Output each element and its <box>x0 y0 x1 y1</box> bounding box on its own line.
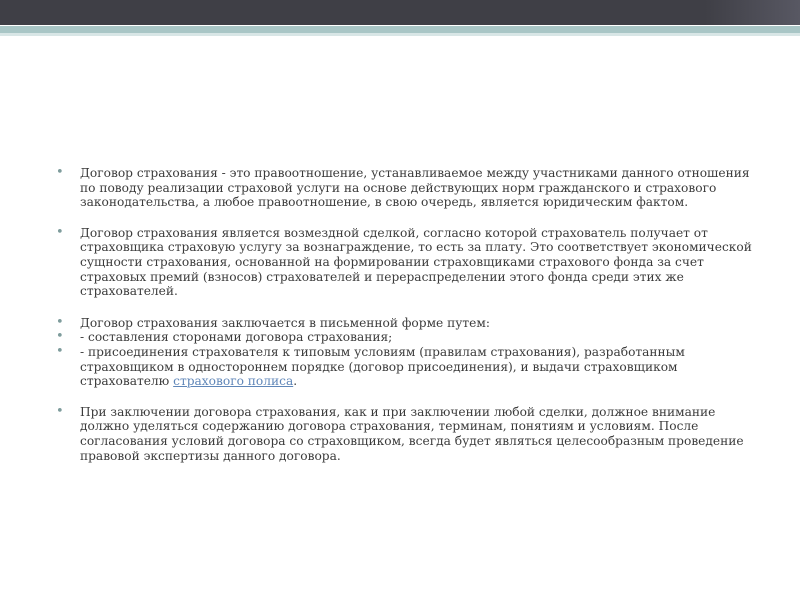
top-header-band <box>0 0 800 25</box>
bullet-icon: • <box>56 314 64 330</box>
bullet-icon: • <box>56 403 64 419</box>
insurance-policy-link[interactable]: страхового полиса <box>173 374 294 389</box>
paragraph-conclusion <box>56 405 756 463</box>
bullet-icon: • <box>56 224 64 240</box>
paragraph-drafting <box>56 330 756 345</box>
paragraph-compensation <box>56 226 756 299</box>
paragraph-written-form <box>56 316 756 331</box>
paragraph-text: - составления сторонами договора страхования; <box>80 330 393 345</box>
paragraph-text: Договор страхования - это правоотношение, устанавливаемое между участниками данного отношения по поводу реализации страховой услуги на основе действующих норм гражданского и страхового законодательства, а любое правоотношение, в свою очередь, является юридическим фактом. <box>80 166 750 210</box>
bullet-icon: • <box>56 343 64 359</box>
paragraph-text: При заключении договора страхования, как и при заключении любой сделки, должное внимание должно уделяться содержанию договора страхования, терминам, понятиям и условиям. После согласования условий договора со страховщиком, всегда будет являться целесообразным проведение правовой экспертизы данного договора. <box>80 404 744 463</box>
bullet-icon: • <box>56 329 64 345</box>
paragraph-text: Договор страхования заключается в письменной форме путем: <box>80 315 490 330</box>
accent-line <box>0 26 800 33</box>
top-header-shadow <box>705 0 800 25</box>
paragraph-text: - присоединения страхователя к типовым условиям (правилам страхования), разработанным страховщиком в одностороннем порядке (договор присоединения), и выдачи страховщиком страхователю <box>80 344 685 389</box>
accent-line-light <box>0 33 800 36</box>
paragraph-accession <box>56 345 756 389</box>
slide-body <box>56 166 756 463</box>
bullet-icon: • <box>56 165 64 180</box>
paragraph-definition <box>56 166 756 210</box>
paragraph-text: Договор страхования является возмездной сделкой, согласно которой страхователь получает от страховщика страховую услугу за вознаграждение, то есть за плату. Это соответствует экономической сущности страхования, основанной на формировании страховщиками страхового фонда за счет страховых премий (взносов) страхователей и перераспределении этого фонда среди этих же страхователей. <box>80 225 752 299</box>
paragraph-text-end: . <box>293 374 298 389</box>
